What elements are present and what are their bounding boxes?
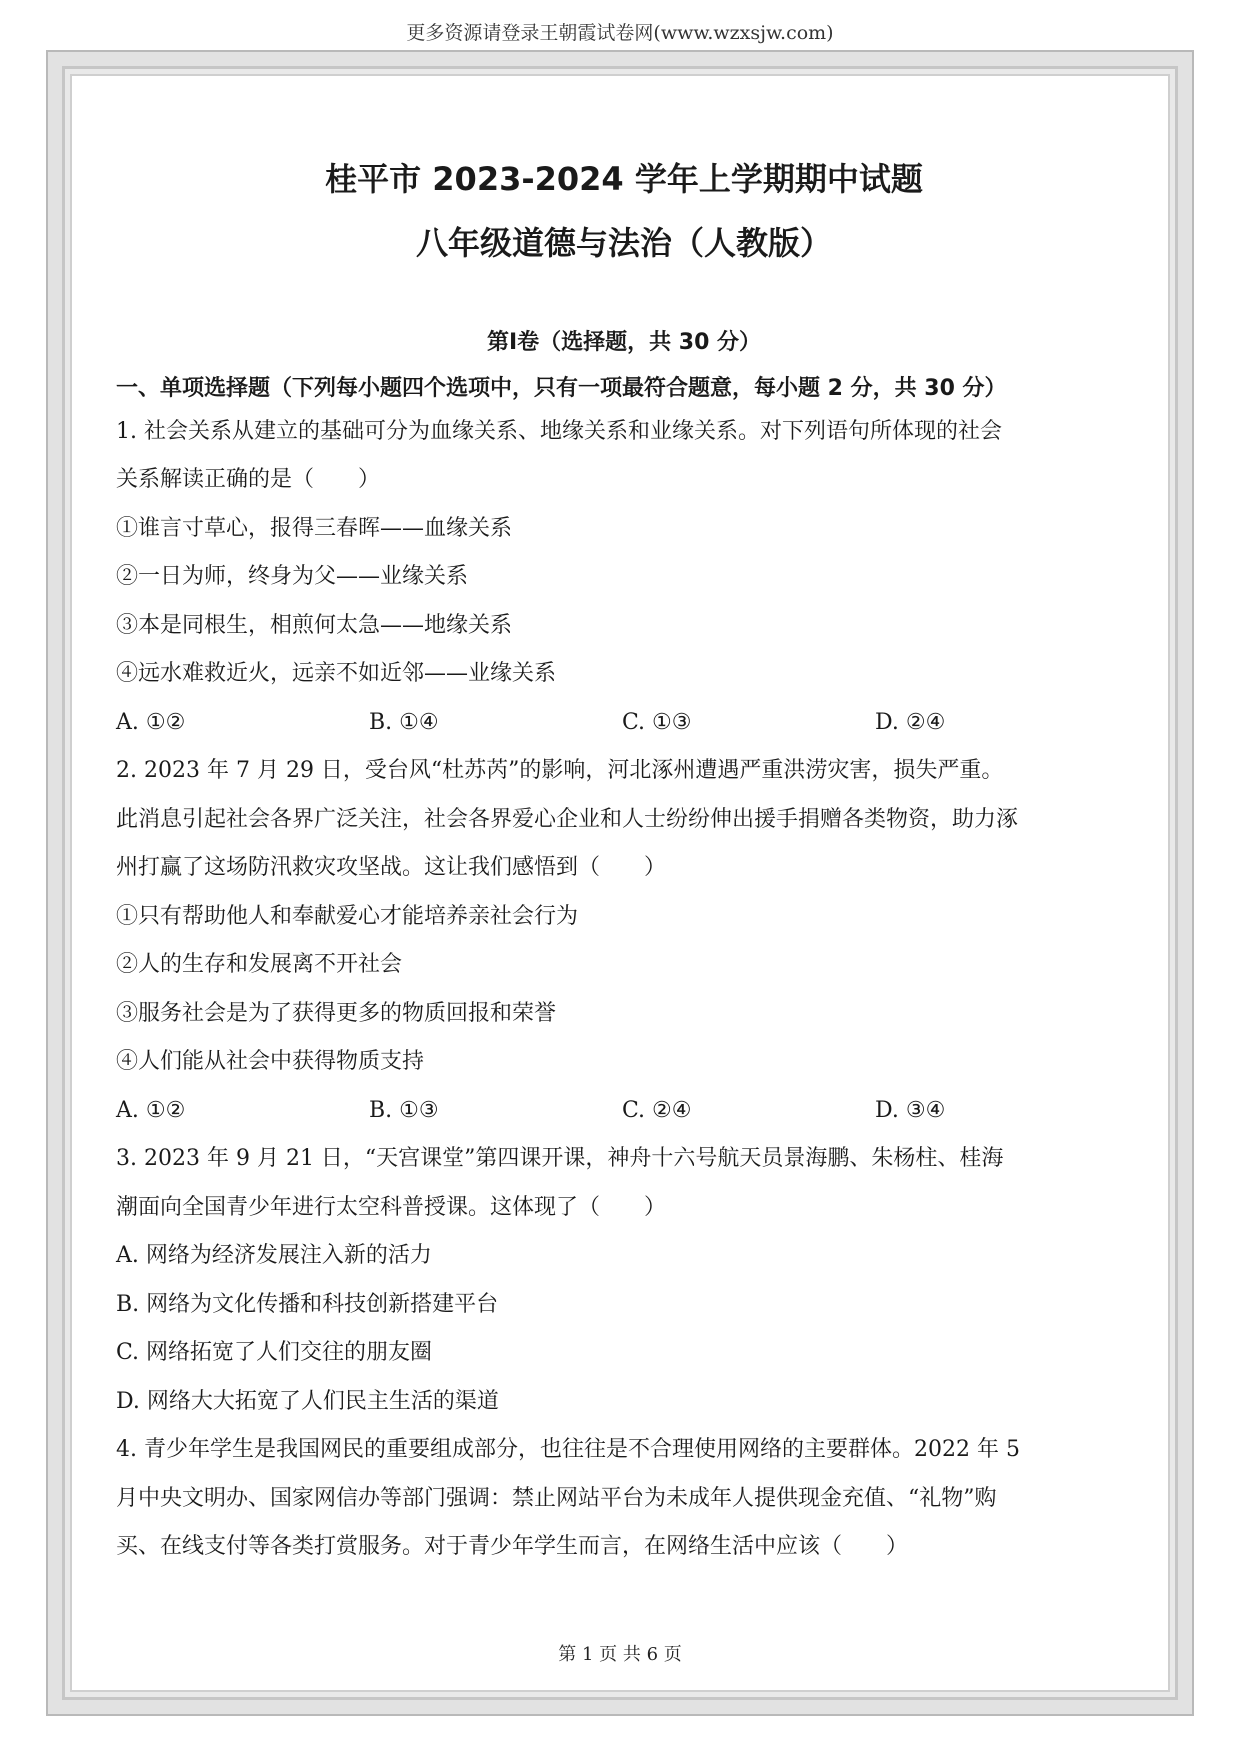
option-a: A. ①②: [116, 1097, 186, 1123]
section-title: 第Ⅰ卷（选择题，共 30 分）: [486, 329, 762, 355]
question-line: 此消息引起社会各界广泛关注，社会各界爱心企业和人士纷纷伸出援手捐赠各类物资，助力涿: [116, 806, 1019, 832]
question-line: 潮面向全国青少年进行太空科普授课。这体现了（ ）: [116, 1194, 667, 1220]
option-d: D. ②④: [875, 709, 946, 735]
exam-title: 桂平市 2023-2024 学年上学期期中试题: [325, 160, 923, 198]
option-c: C. 网络拓宽了人们交往的朋友圈: [116, 1340, 433, 1366]
part-title: 一、单项选择题（下列每小题四个选项中，只有一项最符合题意，每小题 2 分，共 30 分）: [116, 375, 1007, 401]
statement-line: ③服务社会是为了获得更多的物质回报和荣誉: [116, 1000, 557, 1026]
option-b: B. 网络为文化传播和科技创新搭建平台: [116, 1291, 499, 1317]
question-line: 4. 青少年学生是我国网民的重要组成部分，也往往是不合理使用网络的主要群体。2022 年 5: [116, 1437, 1020, 1463]
question-line: 月中央文明办、国家网信办等部门强调：禁止网站平台为未成年人提供现金充值、“礼物”购: [116, 1485, 997, 1511]
statement-line: ④远水难救近火，远亲不如近邻——业缘关系: [116, 661, 557, 687]
page-number: 第 1 页 共 6 页: [558, 1644, 682, 1665]
question-4: [116, 1426, 1132, 1572]
options-row: [116, 1087, 1132, 1136]
statement-line: ②人的生存和发展离不开社会: [116, 952, 403, 978]
statement-line: ①只有帮助他人和奉献爱心才能培养亲社会行为: [116, 903, 579, 929]
question-3: [116, 1135, 1132, 1426]
question-line: 关系解读正确的是（ ）: [116, 467, 381, 493]
question-2: [116, 747, 1132, 1135]
statement-line: ①谁言寸草心，报得三春晖——血缘关系: [116, 515, 513, 541]
question-line: 买、在线支付等各类打赏服务。对于青少年学生而言，在网络生活中应该（ ）: [116, 1534, 909, 1560]
question-1: [116, 408, 1132, 748]
question-line: 2. 2023 年 7 月 29 日，受台风“杜苏芮”的影响，河北涿州遭遇严重洪涝灾害，损失严重。: [116, 758, 1004, 784]
option-d: D. 网络大大拓宽了人们民主生活的渠道: [116, 1388, 499, 1414]
option-b: B. ①③: [369, 1097, 439, 1123]
option-b: B. ①④: [369, 709, 439, 735]
exam-content: [116, 160, 1132, 1572]
options-row: [116, 699, 1132, 748]
statement-line: ②一日为师，终身为父——业缘关系: [116, 564, 469, 590]
statement-line: ③本是同根生，相煎何太急——地缘关系: [116, 612, 513, 638]
option-c: C. ②④: [622, 1097, 692, 1123]
question-line: 州打赢了这场防汛救灾攻坚战。这让我们感悟到（ ）: [116, 855, 667, 881]
exam-subtitle: 八年级道德与法治（人教版）: [415, 224, 832, 263]
question-line: 3. 2023 年 9 月 21 日，“天宫课堂”第四课开课，神舟十六号航天员景海鹏、朱杨柱、桂海: [116, 1146, 1004, 1172]
option-a: A. 网络为经济发展注入新的活力: [116, 1243, 432, 1269]
option-c: C. ①③: [622, 709, 692, 735]
statement-line: ④人们能从社会中获得物质支持: [116, 1049, 425, 1075]
option-d: D. ③④: [875, 1097, 946, 1123]
option-a: A. ①②: [116, 709, 186, 735]
header-link: 更多资源请登录王朝霞试卷网(www.wzxsjw.com): [406, 22, 834, 44]
question-line: 1. 社会关系从建立的基础可分为血缘关系、地缘关系和业缘关系。对下列语句所体现的社会: [116, 418, 1002, 444]
